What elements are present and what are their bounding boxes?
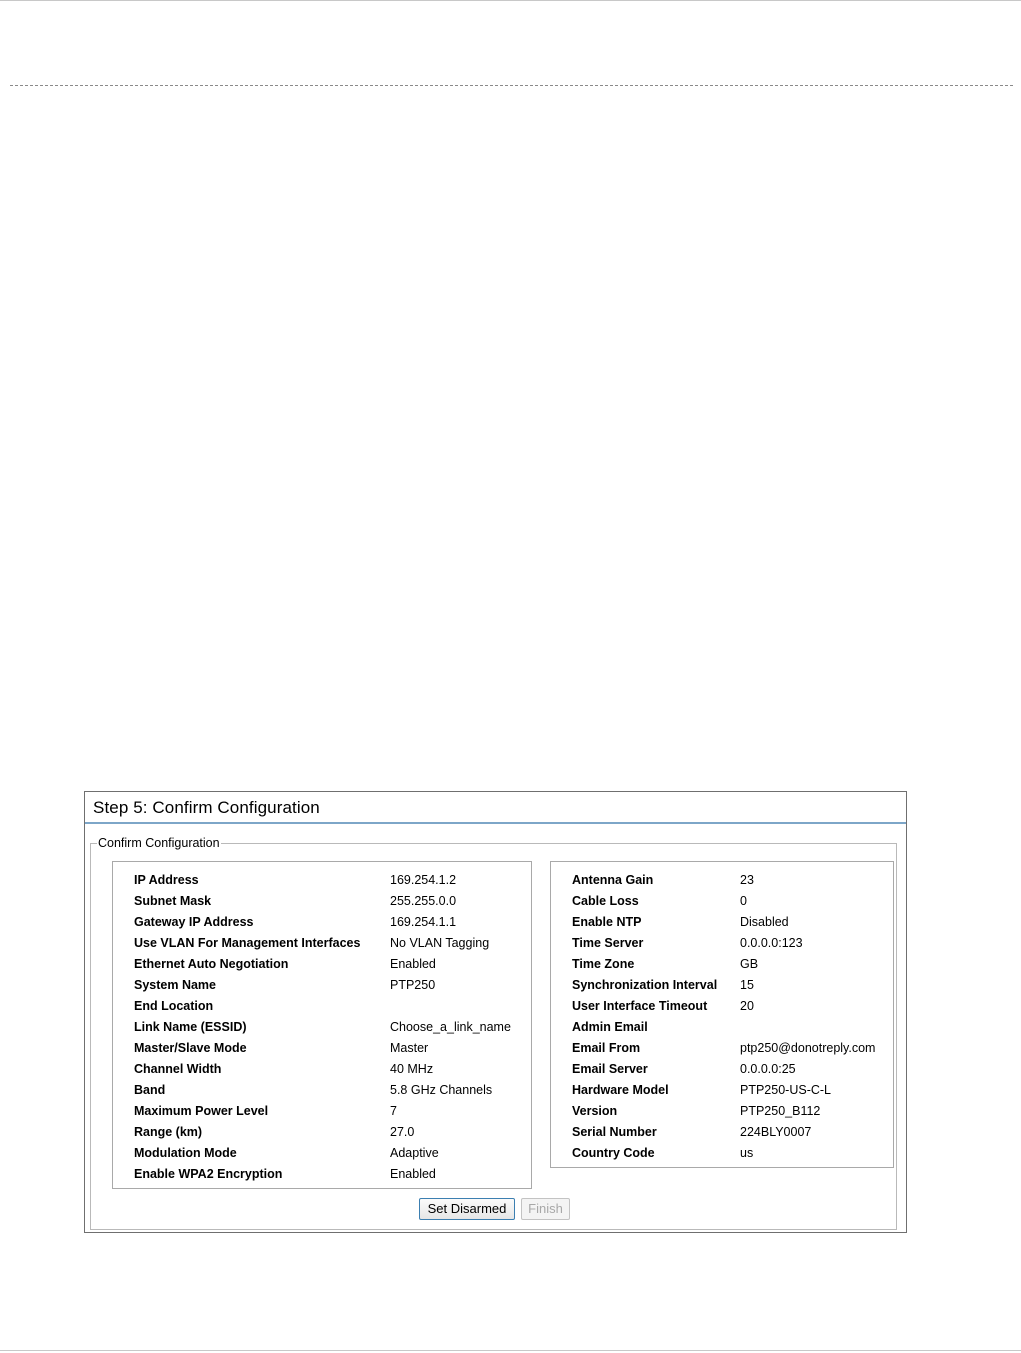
row-label: Use VLAN For Management Interfaces (134, 936, 361, 950)
network-settings-table (112, 861, 532, 1189)
row-value: 5.8 GHz Channels (390, 1083, 493, 1097)
table-row (113, 1059, 531, 1080)
table-row (113, 954, 531, 975)
table-row (113, 1122, 531, 1143)
row-label: Channel Width (134, 1062, 222, 1076)
row-label: Enable NTP (572, 915, 642, 929)
bottom-rule (0, 1350, 1021, 1351)
table-row (113, 1164, 531, 1185)
set-disarmed-button[interactable]: Set Disarmed (419, 1198, 515, 1220)
row-label: Range (km) (134, 1125, 203, 1139)
row-label: End Location (134, 999, 214, 1013)
row-value: PTP250_B112 (740, 1104, 821, 1118)
row-value: 20 (740, 999, 754, 1013)
row-label: IP Address (134, 873, 199, 887)
row-value: 169.254.1.2 (390, 873, 457, 887)
row-label: Time Server (572, 936, 644, 950)
row-label: Admin Email (572, 1020, 648, 1034)
table-row (113, 1101, 531, 1122)
row-value: 23 (740, 873, 754, 887)
row-value: No VLAN Tagging (390, 936, 490, 950)
row-value: us (740, 1146, 754, 1160)
row-value: 0.0.0.0:123 (740, 936, 803, 950)
finish-button[interactable]: Finish (521, 1198, 570, 1220)
table-row (551, 1143, 893, 1164)
table-row (113, 996, 531, 1017)
system-settings-table (550, 861, 894, 1168)
row-value: PTP250 (390, 978, 436, 992)
row-label: Cable Loss (572, 894, 639, 908)
row-label: Hardware Model (572, 1083, 669, 1097)
row-label: Email From (572, 1041, 641, 1055)
table-row (113, 933, 531, 954)
row-value: Disabled (740, 915, 789, 929)
table-row (113, 912, 531, 933)
top-rule (0, 0, 1021, 1)
fieldset-legend: Confirm Configuration (98, 836, 220, 850)
table-row (551, 912, 893, 933)
table-row (551, 1017, 893, 1038)
row-label: Gateway IP Address (134, 915, 254, 929)
table-row (551, 1059, 893, 1080)
panel-title: Step 5: Confirm Configuration (93, 798, 320, 817)
row-value: 169.254.1.1 (390, 915, 457, 929)
row-value: PTP250-US-C-L (740, 1083, 831, 1097)
table-row (551, 933, 893, 954)
table-row (551, 1038, 893, 1059)
table-row (551, 1122, 893, 1143)
row-label: Band (134, 1083, 166, 1097)
row-value: 224BLY0007 (740, 1125, 812, 1139)
table-row (113, 1017, 531, 1038)
row-label: Email Server (572, 1062, 648, 1076)
row-label: Subnet Mask (134, 894, 212, 908)
table-row (551, 891, 893, 912)
row-label: User Interface Timeout (572, 999, 708, 1013)
row-label: Maximum Power Level (134, 1104, 269, 1118)
table-row (551, 975, 893, 996)
row-value: 0 (740, 894, 747, 908)
row-value: 7 (390, 1104, 397, 1118)
row-label: Ethernet Auto Negotiation (134, 957, 289, 971)
table-row (113, 1080, 531, 1101)
table-row (113, 975, 531, 996)
row-value: Adaptive (390, 1146, 439, 1160)
row-value: Master (390, 1041, 429, 1055)
row-value: Enabled (390, 1167, 436, 1181)
row-label: Modulation Mode (134, 1146, 237, 1160)
row-value: 255.255.0.0 (390, 894, 457, 908)
table-row (551, 954, 893, 975)
row-label: Link Name (ESSID) (134, 1020, 247, 1034)
row-label: Master/Slave Mode (134, 1041, 247, 1055)
row-value: ptp250@donotreply.com (740, 1041, 876, 1055)
row-value: 27.0 (390, 1125, 415, 1139)
row-label: Antenna Gain (572, 873, 654, 887)
row-value: GB (740, 957, 759, 971)
row-value: 15 (740, 978, 754, 992)
row-value: Enabled (390, 957, 436, 971)
table-row (551, 870, 893, 891)
row-label: Enable WPA2 Encryption (134, 1167, 283, 1181)
table-row (113, 1038, 531, 1059)
row-label: Country Code (572, 1146, 655, 1160)
row-value: 40 MHz (390, 1062, 434, 1076)
row-label: Serial Number (572, 1125, 657, 1139)
title-underline (85, 822, 906, 824)
table-row (113, 1143, 531, 1164)
row-label: Version (572, 1104, 618, 1118)
row-value: 0.0.0.0:25 (740, 1062, 796, 1076)
table-row (551, 1080, 893, 1101)
dashed-divider (10, 85, 1013, 86)
table-row (551, 996, 893, 1017)
row-label: Synchronization Interval (572, 978, 718, 992)
table-row (551, 1101, 893, 1122)
row-value: Choose_a_link_name (390, 1020, 511, 1034)
row-label: Time Zone (572, 957, 635, 971)
row-label: System Name (134, 978, 216, 992)
table-row (113, 870, 531, 891)
table-row (113, 891, 531, 912)
confirm-configuration-panel (84, 791, 907, 1233)
